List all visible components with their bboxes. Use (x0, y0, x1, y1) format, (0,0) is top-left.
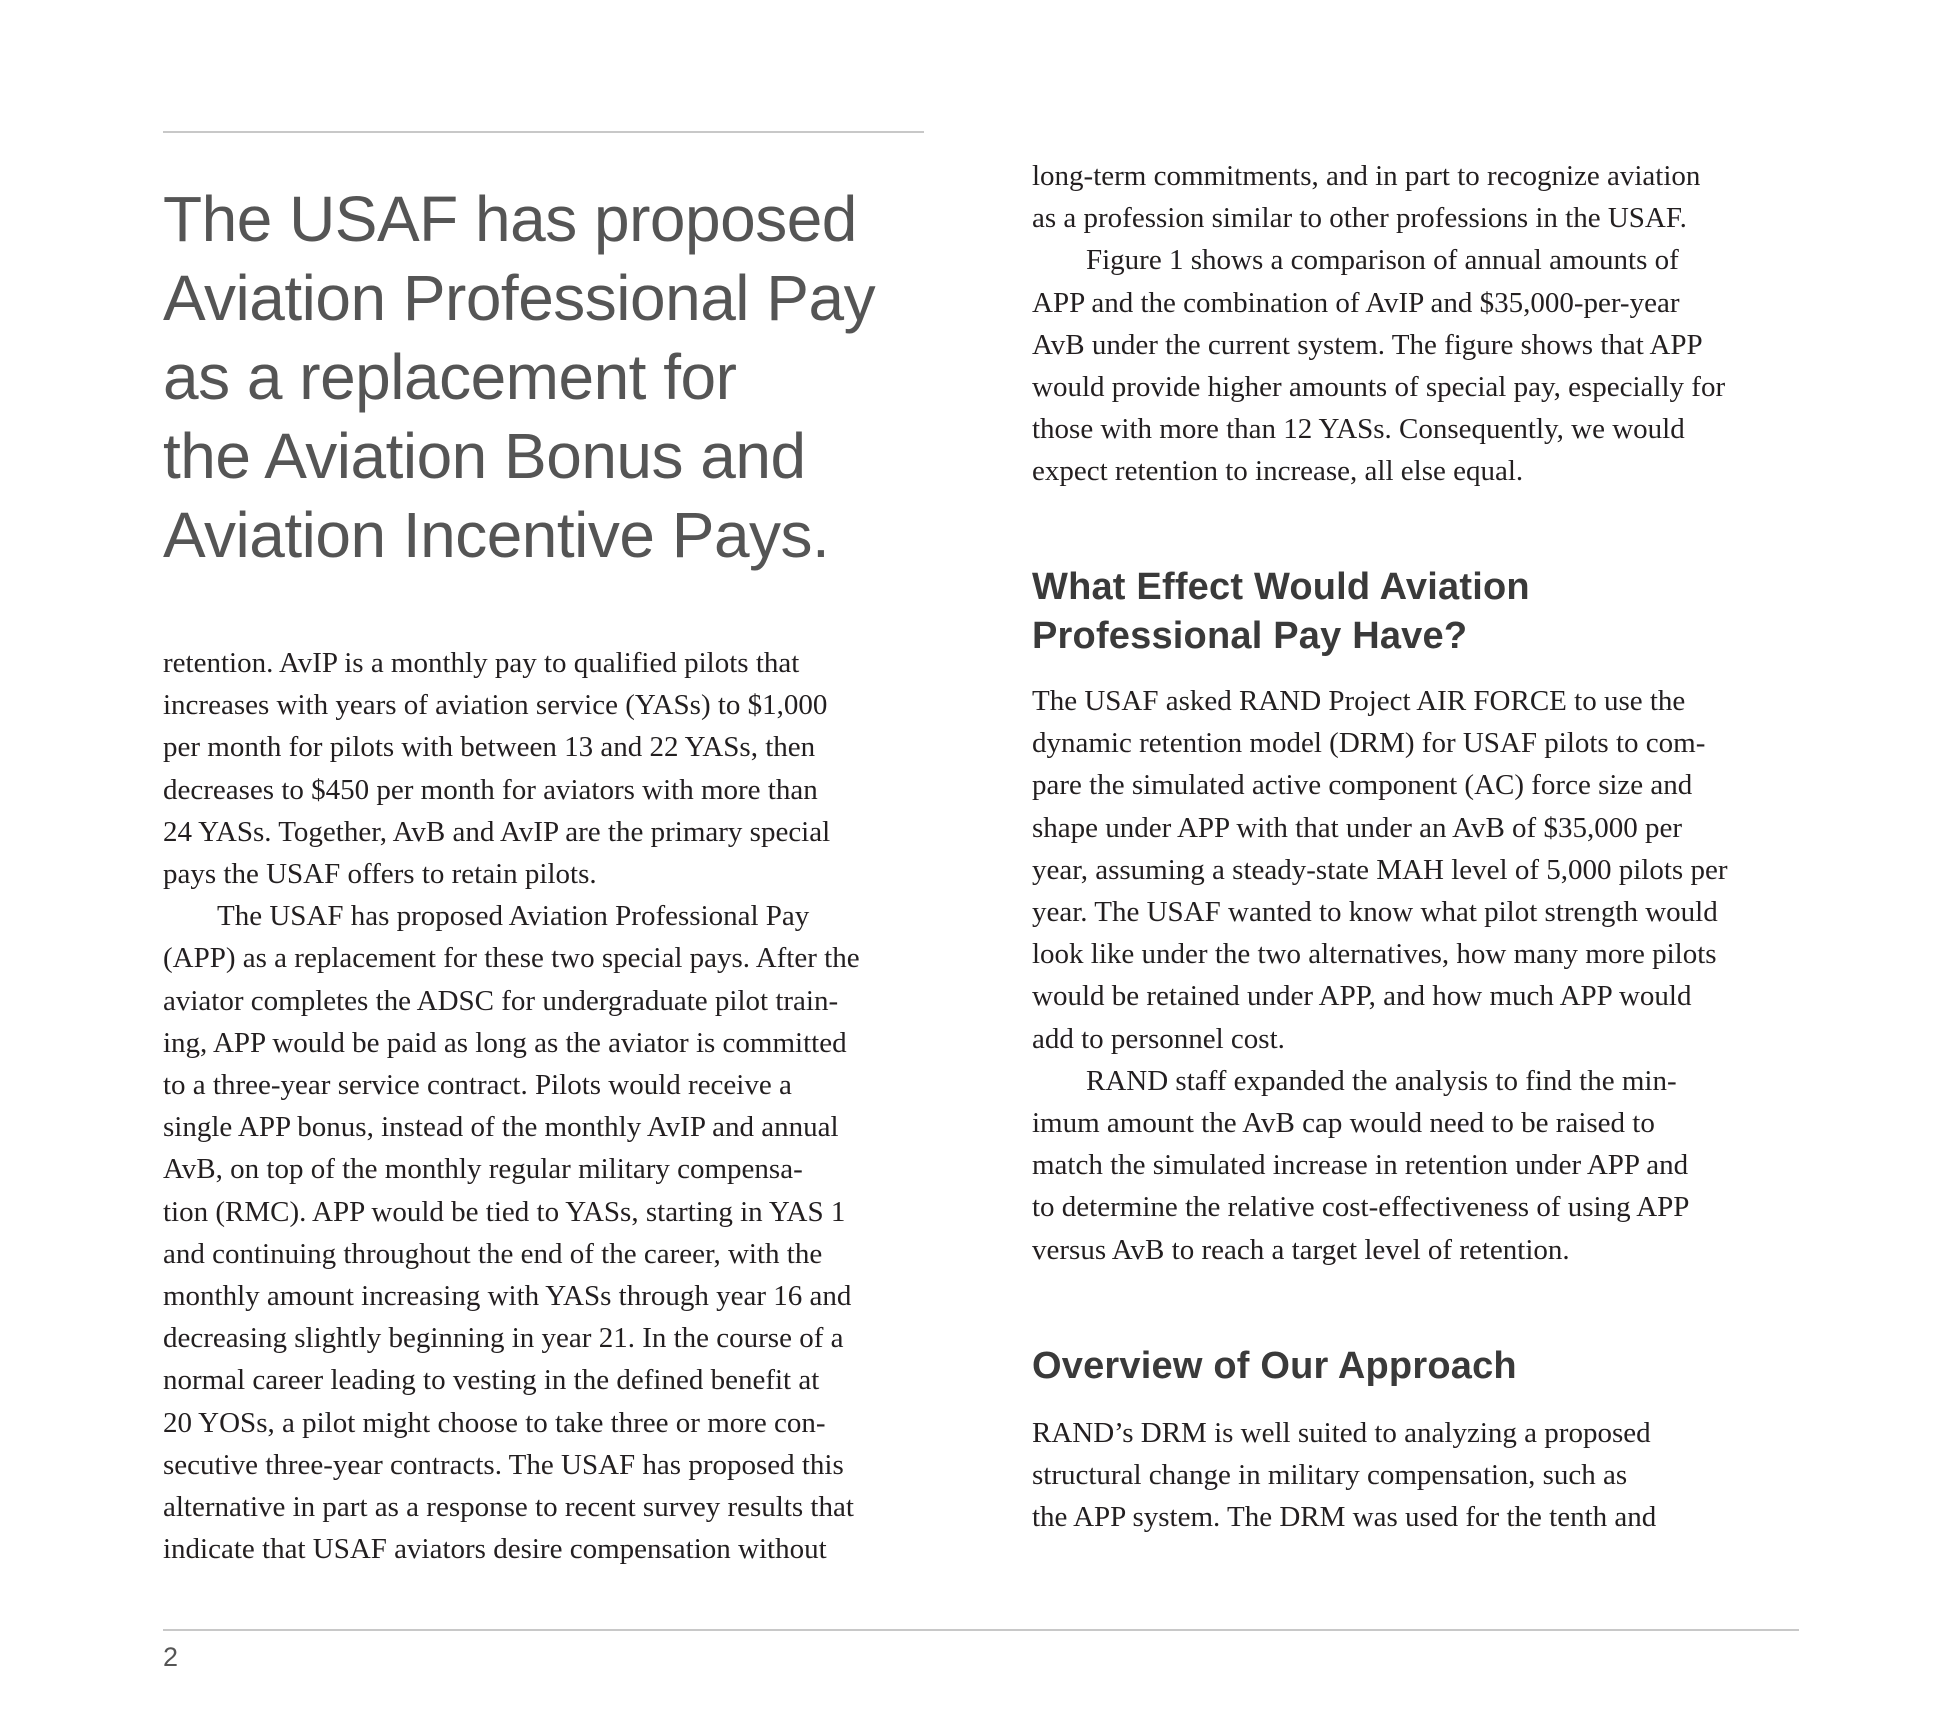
top-rule (163, 131, 924, 133)
paragraph (1032, 155, 1792, 239)
pull-quote-line: The USAF has proposed (163, 183, 857, 255)
text-line: 20 YOSs, a pilot might choose to take three or more con- (163, 1406, 826, 1439)
text-line: shape under APP with that under an AvB of $35,000 per (1032, 811, 1682, 844)
left-column-body (163, 642, 923, 1570)
text-line: pare the simulated active component (AC) force size and (1032, 769, 1693, 802)
text-line: and continuing throughout the end of the career, with the (163, 1237, 823, 1270)
pull-quote (163, 180, 923, 575)
text-line: normal career leading to vesting in the defined benefit at (163, 1364, 820, 1397)
paragraph (163, 642, 923, 895)
text-line: look like under the two alternatives, how many more pilots (1032, 938, 1717, 971)
text-line: (APP) as a replacement for these two special pays. After the (163, 942, 860, 975)
text-line: decreases to $450 per month for aviators with more than (163, 773, 818, 806)
text-line: as a profession similar to other professions in the USAF. (1032, 202, 1687, 235)
text-line: versus AvB to reach a target level of retention. (1032, 1233, 1570, 1266)
text-line: AvB under the current system. The figure shows that APP (1032, 328, 1703, 361)
text-line: year. The USAF wanted to know what pilot strength would (1032, 896, 1718, 929)
text-line: dynamic retention model (DRM) for USAF pilots to com- (1032, 727, 1706, 760)
pull-quote-line: Aviation Professional Pay (163, 262, 876, 334)
paragraph (1032, 239, 1792, 492)
text-line: alternative in part as a response to recent survey results that (163, 1491, 854, 1524)
section-heading-approach (1032, 1342, 1517, 1391)
heading-line: Overview of Our Approach (1032, 1345, 1517, 1387)
page-number: 2 (163, 1642, 179, 1672)
right-column-effect-body (1032, 680, 1792, 1271)
text-line: 24 YASs. Together, AvB and AvIP are the primary special (163, 815, 831, 848)
text-line: RAND’s DRM is well suited to analyzing a proposed (1032, 1417, 1651, 1449)
paragraph (1032, 1412, 1792, 1539)
text-line: add to personnel cost. (1032, 1022, 1285, 1055)
heading-line: Professional Pay Have? (1032, 615, 1468, 657)
text-line: secutive three-year contracts. The USAF has proposed this (163, 1448, 844, 1481)
text-line: imum amount the AvB cap would need to be raised to (1032, 1107, 1655, 1140)
paragraph (1032, 680, 1792, 1060)
text-line: APP and the combination of AvIP and $35,000-per-year (1032, 286, 1680, 319)
text-line: single APP bonus, instead of the monthly AvIP and annual (163, 1111, 839, 1144)
text-line: indicate that USAF aviators desire compensation without (163, 1533, 827, 1566)
text-line: match the simulated increase in retention under APP and (1032, 1149, 1689, 1182)
text-line: long-term commitments, and in part to recognize aviation (1032, 160, 1701, 192)
text-line: aviator completes the ADSC for undergraduate pilot train- (163, 984, 839, 1017)
text-line: monthly amount increasing with YASs through year 16 and (163, 1280, 852, 1313)
right-column-approach-body (1032, 1412, 1792, 1539)
text-line: AvB, on top of the monthly regular military compensa- (163, 1153, 803, 1186)
text-line: retention. AvIP is a monthly pay to qualified pilots that (163, 647, 800, 679)
text-line: the APP system. The DRM was used for the tenth and (1032, 1501, 1657, 1534)
text-line: would be retained under APP, and how much APP would (1032, 980, 1692, 1013)
heading-line: What Effect Would Aviation (1032, 566, 1530, 608)
bottom-rule (163, 1629, 1799, 1631)
pull-quote-line: Aviation Incentive Pays. (163, 499, 830, 571)
text-line: increases with years of aviation service (YASs) to $1,000 (163, 689, 828, 722)
text-line: tion (RMC). APP would be tied to YASs, starting in YAS 1 (163, 1195, 846, 1228)
text-line: would provide higher amounts of special pay, especially for (1032, 371, 1726, 404)
text-line: to determine the relative cost-effectiveness of using APP (1032, 1191, 1690, 1224)
text-line: per month for pilots with between 13 and 22 YASs, then (163, 731, 816, 764)
paragraph (163, 895, 923, 1570)
text-line: RAND staff expanded the analysis to find the min- (1086, 1064, 1677, 1097)
pull-quote-line: as a replacement for (163, 341, 737, 413)
text-line: those with more than 12 YASs. Consequently, we would (1032, 413, 1685, 446)
paragraph (1032, 1060, 1792, 1271)
pull-quote-line: the Aviation Bonus and (163, 420, 806, 492)
right-column-intro (1032, 155, 1792, 493)
text-line: decreasing slightly beginning in year 21. In the course of a (163, 1322, 844, 1355)
text-line: The USAF asked RAND Project AIR FORCE to use the (1032, 685, 1686, 717)
text-line: Figure 1 shows a comparison of annual amounts of (1086, 244, 1679, 277)
text-line: expect retention to increase, all else equal. (1032, 455, 1524, 488)
text-line: to a three-year service contract. Pilots would receive a (163, 1069, 792, 1102)
text-line: structural change in military compensation, such as (1032, 1459, 1628, 1492)
section-heading-effect (1032, 563, 1530, 661)
text-line: ing, APP would be paid as long as the aviator is committed (163, 1026, 847, 1059)
text-line: The USAF has proposed Aviation Professional Pay (217, 900, 810, 933)
text-line: year, assuming a steady-state MAH level of 5,000 pilots per (1032, 853, 1728, 886)
text-line: pays the USAF offers to retain pilots. (163, 858, 597, 891)
